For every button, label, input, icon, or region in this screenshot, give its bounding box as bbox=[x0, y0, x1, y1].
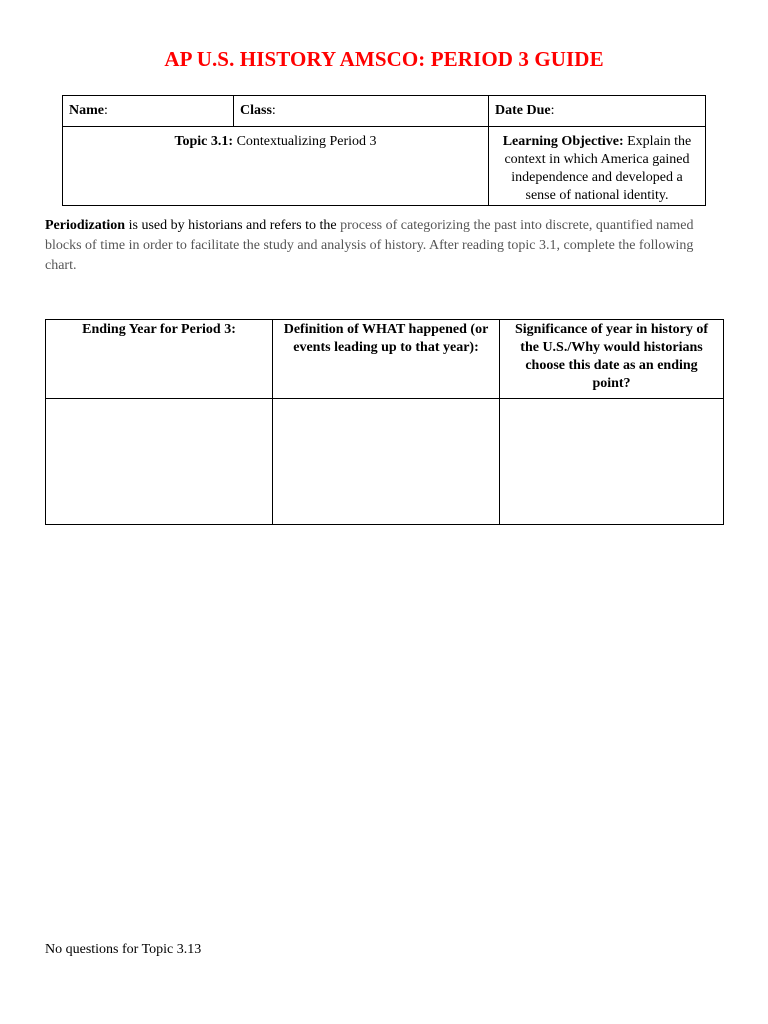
date-due-cell[interactable]: Date Due: bbox=[489, 96, 706, 127]
answer-cell-definition[interactable] bbox=[273, 399, 500, 525]
page-title: AP U.S. HISTORY AMSCO: PERIOD 3 GUIDE bbox=[164, 47, 604, 71]
name-label: Name bbox=[69, 103, 104, 118]
period-chart-table bbox=[45, 319, 724, 525]
paragraph-lead: is used by historians and refers to the bbox=[128, 218, 337, 233]
name-cell[interactable]: Name: bbox=[63, 96, 234, 127]
answer-cell-significance[interactable] bbox=[500, 399, 724, 525]
date-due-label: Date Due bbox=[495, 103, 551, 118]
header-definition: Definition of WHAT happened (or events leading up to that year): bbox=[273, 320, 500, 399]
objective-cell bbox=[489, 127, 706, 206]
topic-cell bbox=[63, 127, 489, 206]
objective-label: Learning Objective: bbox=[502, 134, 624, 149]
answer-cell-ending-year[interactable] bbox=[46, 399, 273, 525]
topic-label: Topic 3.1: bbox=[174, 134, 234, 149]
header-significance: Significance of year in history of the U.S./Why would historians choose this date as an ending point? bbox=[500, 320, 724, 399]
footer-note: No questions for Topic 3.13 bbox=[45, 942, 202, 957]
student-info-table bbox=[62, 95, 706, 206]
paragraph-rest: process of categorizing the past into discrete, quantified named blocks of time in order to facilitate the study and analysis of history. After reading topic 3.1, complete the following chart. bbox=[45, 218, 694, 273]
periodization-term: Periodization bbox=[45, 218, 126, 233]
topic-text: Contextualizing Period 3 bbox=[236, 134, 377, 149]
objective-text: Explain the context in which America gained independence and developed a sense of national identity. bbox=[504, 134, 692, 203]
periodization-paragraph bbox=[45, 216, 717, 276]
class-cell[interactable]: Class: bbox=[234, 96, 489, 127]
header-ending-year: Ending Year for Period 3: bbox=[46, 320, 273, 399]
class-label: Class bbox=[240, 103, 272, 118]
